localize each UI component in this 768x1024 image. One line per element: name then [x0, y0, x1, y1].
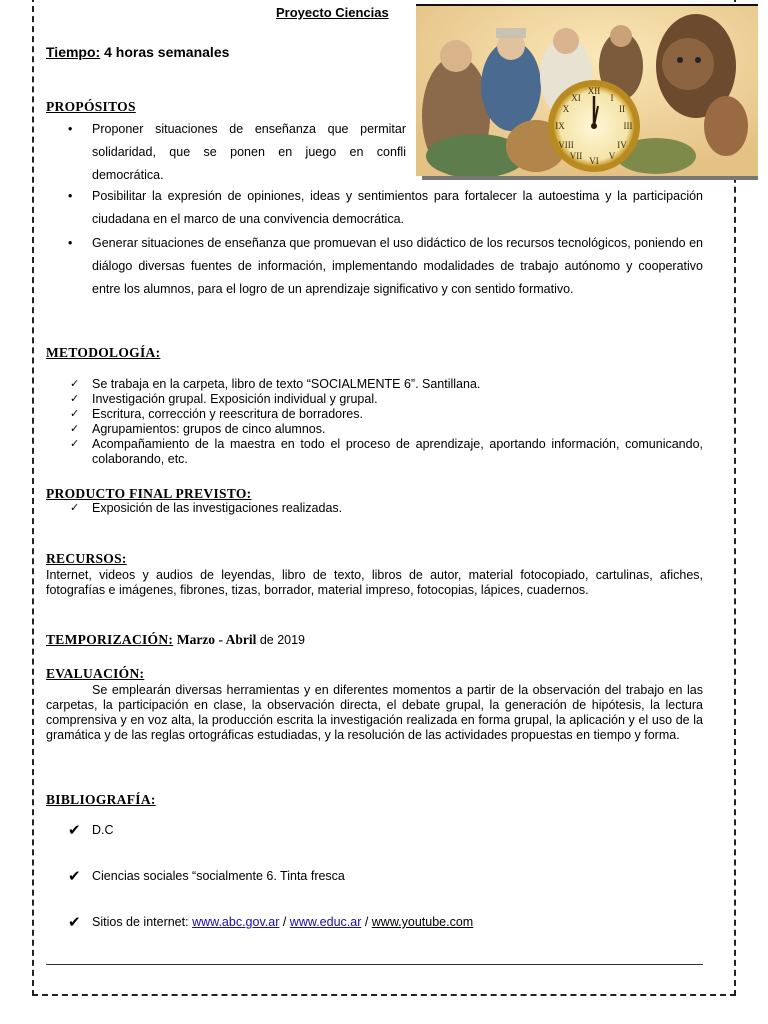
svg-text:XI: XI	[571, 93, 581, 103]
bibliografia-item-3-prefix: Sitios de internet:	[92, 915, 193, 929]
checkmark-icon: ✓	[70, 502, 80, 514]
checkmark-icon: ✓	[70, 408, 80, 420]
proposito-3-text: Generar situaciones de enseñanza que promuevan el uso didáctico de los recursos tecnológicos, poniendo en diálogo diversas fuentes de información, implementando modalidades de trabajo autónomo y cooperativo entre los alumnos, para el logro de un aprendizaje significativo y con sentido formativo.	[92, 236, 703, 296]
metodologia-item-text: Investigación grupal. Exposición individual y grupal.	[92, 392, 378, 406]
bullet-dot: •	[68, 236, 73, 250]
bibliografia-item-3	[46, 915, 749, 930]
producto-heading: PRODUCTO FINAL PREVISTO:	[46, 486, 252, 501]
proposito-1-line-2: solidaridad, que se ponen en juego en confli	[92, 145, 406, 159]
checkmark-icon: ✔	[68, 822, 81, 839]
temporizacion-year: de 2019	[256, 633, 306, 647]
checkmark-icon: ✓	[70, 378, 80, 390]
link-separator: /	[279, 915, 290, 929]
metodologia-item	[46, 407, 703, 422]
bullet-dot: •	[68, 189, 73, 203]
tiempo-line	[46, 44, 229, 60]
history-collage-with-clock-icon	[416, 6, 758, 180]
metodologia-heading: METODOLOGÍA:	[46, 345, 161, 360]
producto-item	[46, 501, 703, 516]
proposito-item-3	[46, 232, 703, 301]
recursos-text: Internet, videos y audios de leyendas, libro de texto, libros de autor, material fotocopiado, cartulinas, afiches, fotografías e imágenes, fibrones, tizas, borrador, material impreso, fotocopias, lápices, cuadernos.	[46, 568, 703, 597]
bibliografia-item-1-text: D.C	[92, 823, 114, 837]
bibliografia-item-1	[46, 823, 749, 838]
temporizacion-to: Abril	[225, 632, 257, 647]
metodologia-item	[46, 392, 703, 407]
image-shadow	[422, 176, 758, 180]
link-separator: /	[361, 915, 372, 929]
svg-text:IX: IX	[555, 121, 565, 131]
svg-text:VI: VI	[589, 156, 599, 166]
proposito-1-line-1: Proponer situaciones de enseñanza que permitar	[92, 122, 406, 136]
history-collage-image	[416, 4, 758, 180]
link-abc[interactable]: www.abc.gov.ar	[192, 915, 280, 929]
checkmark-icon: ✔	[68, 868, 81, 885]
temporizacion-sep: -	[215, 632, 226, 647]
metodologia-list	[46, 377, 703, 467]
tiempo-label: Tiempo:	[46, 44, 101, 60]
temporizacion-line	[46, 632, 305, 648]
metodologia-item-text: Se trabaja en la carpeta, libro de texto “SOCIALMENTE 6”. Santillana.	[92, 377, 481, 391]
proposito-1-line-3: democrática.	[92, 168, 164, 182]
producto-item-text: Exposición de las investigaciones realizadas.	[92, 501, 343, 515]
svg-text:VIII: VIII	[558, 140, 574, 150]
checkmark-icon: ✔	[68, 914, 81, 931]
proposito-item-1	[46, 118, 406, 187]
producto-list	[46, 501, 703, 516]
proposito-2-text: Posibilitar la expresión de opiniones, ideas y sentimientos para fortalecer la autoestima y la participación ciudadana en el marco de una convivencia democrática.	[92, 189, 703, 226]
checkmark-icon: ✓	[70, 393, 80, 405]
metodologia-item-text: Escritura, corrección y reescritura de borradores.	[92, 407, 363, 421]
bibliografia-item-2-text: Ciencias sociales “socialmente 6. Tinta fresca	[92, 869, 345, 883]
svg-text:I: I	[610, 93, 614, 103]
svg-text:X: X	[562, 104, 570, 114]
metodologia-item-text: Acompañamiento de la maestra en todo el proceso de aprendizaje, aportando información, comunicando, colaborando, etc.	[92, 437, 703, 466]
svg-text:VII: VII	[569, 151, 583, 161]
svg-text:IV: IV	[617, 140, 627, 150]
document-title: Proyecto Ciencias	[276, 5, 389, 20]
metodologia-item-text: Agrupamientos: grupos de cinco alumnos.	[92, 422, 326, 436]
checkmark-icon: ✓	[70, 438, 80, 450]
bibliografia-item-2	[46, 869, 749, 884]
link-educ[interactable]: www.educ.ar	[289, 915, 362, 929]
recursos-heading: RECURSOS:	[46, 551, 127, 566]
bibliografia-heading: BIBLIOGRAFÍA:	[46, 792, 156, 807]
bottom-rule	[46, 964, 703, 965]
svg-text:II: II	[619, 104, 625, 114]
svg-text:III: III	[623, 121, 633, 131]
temporizacion-from: Marzo	[176, 632, 216, 647]
checkmark-icon: ✓	[70, 423, 80, 435]
evaluacion-text: Se emplearán diversas herramientas y en diferentes momentos a partir de la observación del trabajo en las carpetas, la participación en clase, la observación directa, el debate grupal, la generación de hipótesis, la lectura comprensiva y en voz alta, la producción escrita la investigación realizada en forma grupal, la aplicación y el uso de la gramática y de las reglas ortográficas estudiadas, y la resolución de las actividades propuestas en tiempo y forma.	[46, 683, 703, 742]
tiempo-value: 4 horas semanales	[100, 44, 230, 60]
bullet-dot: •	[68, 122, 73, 136]
svg-text:XII: XII	[587, 86, 601, 96]
link-youtube[interactable]: www.youtube.com	[371, 915, 474, 929]
svg-text:V: V	[608, 151, 616, 161]
metodologia-item	[46, 422, 703, 437]
metodologia-item	[46, 377, 703, 392]
proposito-item-2	[46, 185, 703, 231]
propositos-heading: PROPÓSITOS	[46, 99, 136, 114]
evaluacion-heading: EVALUACIÓN:	[46, 666, 145, 681]
temporizacion-heading: TEMPORIZACIÓN:	[46, 632, 174, 647]
metodologia-item	[46, 437, 703, 467]
